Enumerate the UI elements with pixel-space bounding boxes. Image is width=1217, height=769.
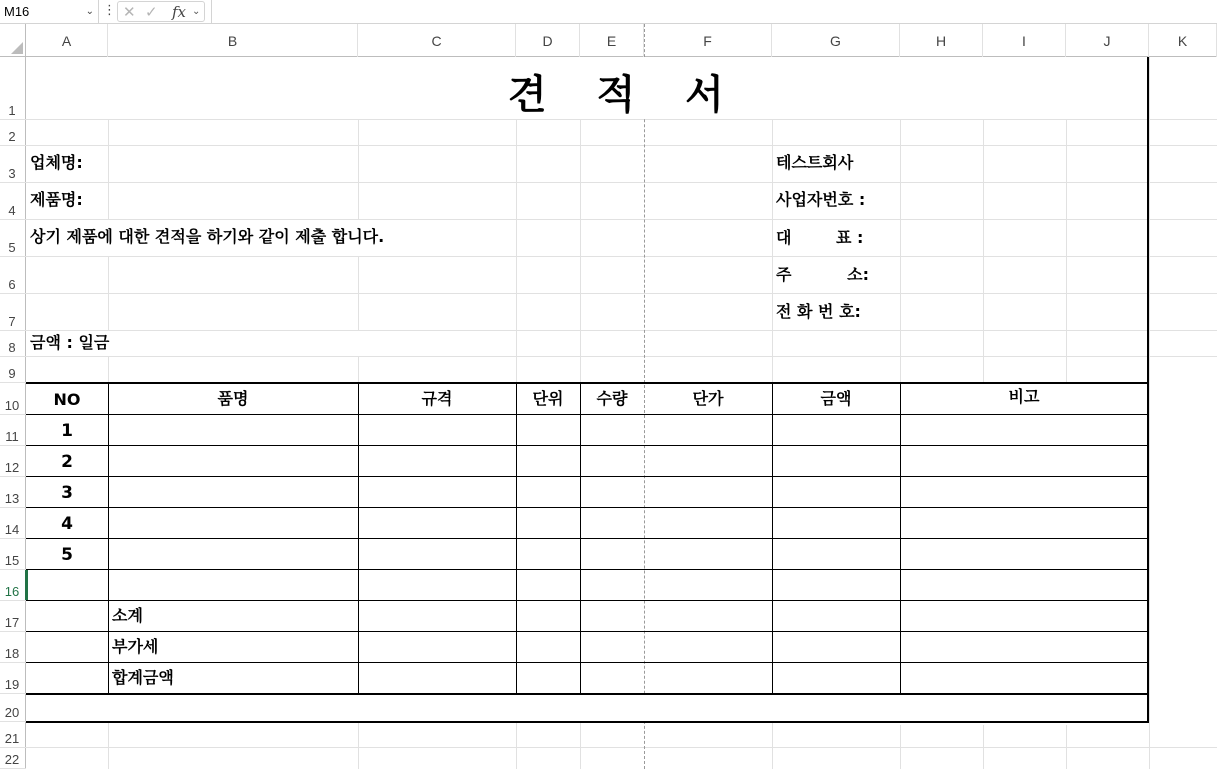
table-border <box>358 383 359 694</box>
item-number: 3 <box>61 483 73 503</box>
column-header-k[interactable]: K <box>1149 24 1217 57</box>
chevron-down-icon[interactable]: ⌄ <box>85 6 94 17</box>
representative-label: 대 표 : <box>776 228 864 247</box>
row-number: 9 <box>8 366 16 381</box>
row-header[interactable] <box>0 120 26 146</box>
row-number: 2 <box>8 129 16 144</box>
row-header[interactable] <box>0 331 26 357</box>
row-number: 3 <box>8 166 16 181</box>
table-border <box>26 476 1149 477</box>
address-label: 주 소: <box>776 265 870 284</box>
row-header[interactable] <box>0 183 26 220</box>
column-header-g[interactable]: G <box>772 24 900 57</box>
header-spec: 규격 <box>421 389 453 408</box>
column-headers <box>26 24 1217 57</box>
gridline <box>26 145 1217 146</box>
row-number: 21 <box>4 731 20 746</box>
row-number: 13 <box>4 491 20 506</box>
header-quantity: 수량 <box>596 389 628 408</box>
header-no: NO <box>53 390 81 409</box>
worksheet-grid[interactable] <box>26 57 1217 769</box>
row-header[interactable] <box>0 257 26 294</box>
gridline <box>26 256 1217 257</box>
row-number: 6 <box>8 277 16 292</box>
gridline <box>26 182 1217 183</box>
row-header[interactable] <box>0 57 26 120</box>
item-number: 5 <box>61 545 73 565</box>
gridline <box>26 356 1217 357</box>
table-border <box>26 569 1149 570</box>
row-header[interactable] <box>0 748 26 769</box>
header-unit: 단위 <box>532 389 564 408</box>
table-border <box>26 631 1149 632</box>
column-header-j[interactable]: J <box>1066 24 1149 57</box>
formula-bar <box>0 0 1217 24</box>
row-number: 20 <box>4 705 20 720</box>
row-header-selected[interactable] <box>0 570 26 601</box>
select-all-button[interactable] <box>0 24 26 57</box>
row-header[interactable] <box>0 722 26 748</box>
amount-label: 금액 : 일금 <box>30 333 110 352</box>
formula-buttons <box>117 1 205 22</box>
table-border <box>26 662 1149 663</box>
header-unit-price: 단가 <box>692 389 724 408</box>
selection-indicator <box>26 570 28 600</box>
row-header[interactable] <box>0 220 26 257</box>
row-number: 1 <box>8 103 16 118</box>
row-header[interactable] <box>0 415 26 446</box>
name-box-value: M16 <box>4 4 30 19</box>
row-header[interactable] <box>0 294 26 331</box>
phone-label: 전 화 번 호: <box>776 302 861 321</box>
row-number: 18 <box>4 646 20 661</box>
subtotal-label: 소계 <box>112 606 143 625</box>
column-header-b[interactable]: B <box>108 24 358 57</box>
table-border <box>516 383 517 694</box>
table-border <box>26 507 1149 508</box>
row-number: 19 <box>4 677 20 692</box>
row-number: 4 <box>8 203 16 218</box>
row-header[interactable] <box>0 601 26 632</box>
product-label: 제품명: <box>30 190 83 209</box>
row-header[interactable] <box>0 357 26 383</box>
name-box[interactable] <box>0 0 99 23</box>
column-header-e[interactable]: E <box>580 24 644 57</box>
column-header-c[interactable]: C <box>358 24 516 57</box>
table-border <box>26 721 1149 723</box>
gridline <box>26 747 1217 748</box>
column-header-i[interactable]: I <box>983 24 1066 57</box>
item-number: 1 <box>61 421 73 441</box>
supplier-name: 테스트회사 <box>776 153 854 172</box>
table-border <box>26 693 1149 695</box>
check-icon[interactable]: ✓ <box>145 3 158 21</box>
header-item-name: 품명 <box>217 389 249 408</box>
column-header-h[interactable]: H <box>900 24 983 57</box>
row-header[interactable] <box>0 539 26 570</box>
column-header-f[interactable]: F <box>644 24 772 57</box>
merged-remarks-column <box>900 415 1148 725</box>
row-number: 17 <box>4 615 20 630</box>
more-options-icon[interactable]: ⋮ <box>103 3 116 18</box>
formula-input[interactable] <box>211 0 1217 23</box>
row-number: 22 <box>4 752 20 767</box>
row-header[interactable] <box>0 663 26 694</box>
row-header[interactable] <box>0 632 26 663</box>
row-header[interactable] <box>0 477 26 508</box>
column-header-d[interactable]: D <box>516 24 580 57</box>
row-number: 16 <box>4 584 20 599</box>
row-number: 11 <box>5 429 19 444</box>
row-number: 12 <box>4 460 20 475</box>
table-border <box>108 383 109 694</box>
company-label: 업체명: <box>30 153 83 172</box>
row-header[interactable] <box>0 383 26 415</box>
chevron-down-icon[interactable]: ⌄ <box>192 6 201 17</box>
table-border <box>26 445 1149 446</box>
total-label: 합계금액 <box>112 668 174 687</box>
header-remarks: 비고 <box>1008 387 1040 406</box>
row-number: 5 <box>8 240 16 255</box>
row-number: 7 <box>8 314 16 329</box>
business-number-label: 사업자번호 : <box>776 190 866 209</box>
row-header[interactable] <box>0 694 26 722</box>
row-number: 10 <box>4 398 20 413</box>
table-border <box>26 414 1149 415</box>
row-header[interactable] <box>0 446 26 477</box>
row-header[interactable] <box>0 508 26 539</box>
row-header[interactable] <box>0 146 26 183</box>
table-border <box>26 538 1149 539</box>
statement-text: 상기 제품에 대한 견적을 하기와 같이 제출 합니다. <box>30 227 385 246</box>
gridline <box>1149 57 1150 769</box>
table-border <box>580 383 581 694</box>
page-title: 견 적 서 <box>508 72 742 118</box>
gridline <box>26 293 1217 294</box>
row-headers <box>0 57 26 769</box>
table-border <box>26 382 1149 384</box>
merged-bottom-row <box>26 695 1148 722</box>
item-number: 4 <box>61 514 73 534</box>
row-number: 14 <box>4 522 20 537</box>
header-amount: 금액 <box>820 389 852 408</box>
row-number: 15 <box>4 553 20 568</box>
row-number: 8 <box>8 340 16 355</box>
vat-label: 부가세 <box>112 637 159 656</box>
table-border <box>772 383 773 694</box>
item-number: 2 <box>61 452 73 472</box>
table-border <box>26 600 1149 601</box>
select-all-triangle-icon <box>11 42 23 54</box>
insert-function-button[interactable]: fx <box>172 3 187 21</box>
close-icon[interactable]: ✕ <box>123 3 136 21</box>
table-border <box>900 383 901 694</box>
column-header-a[interactable]: A <box>26 24 108 57</box>
